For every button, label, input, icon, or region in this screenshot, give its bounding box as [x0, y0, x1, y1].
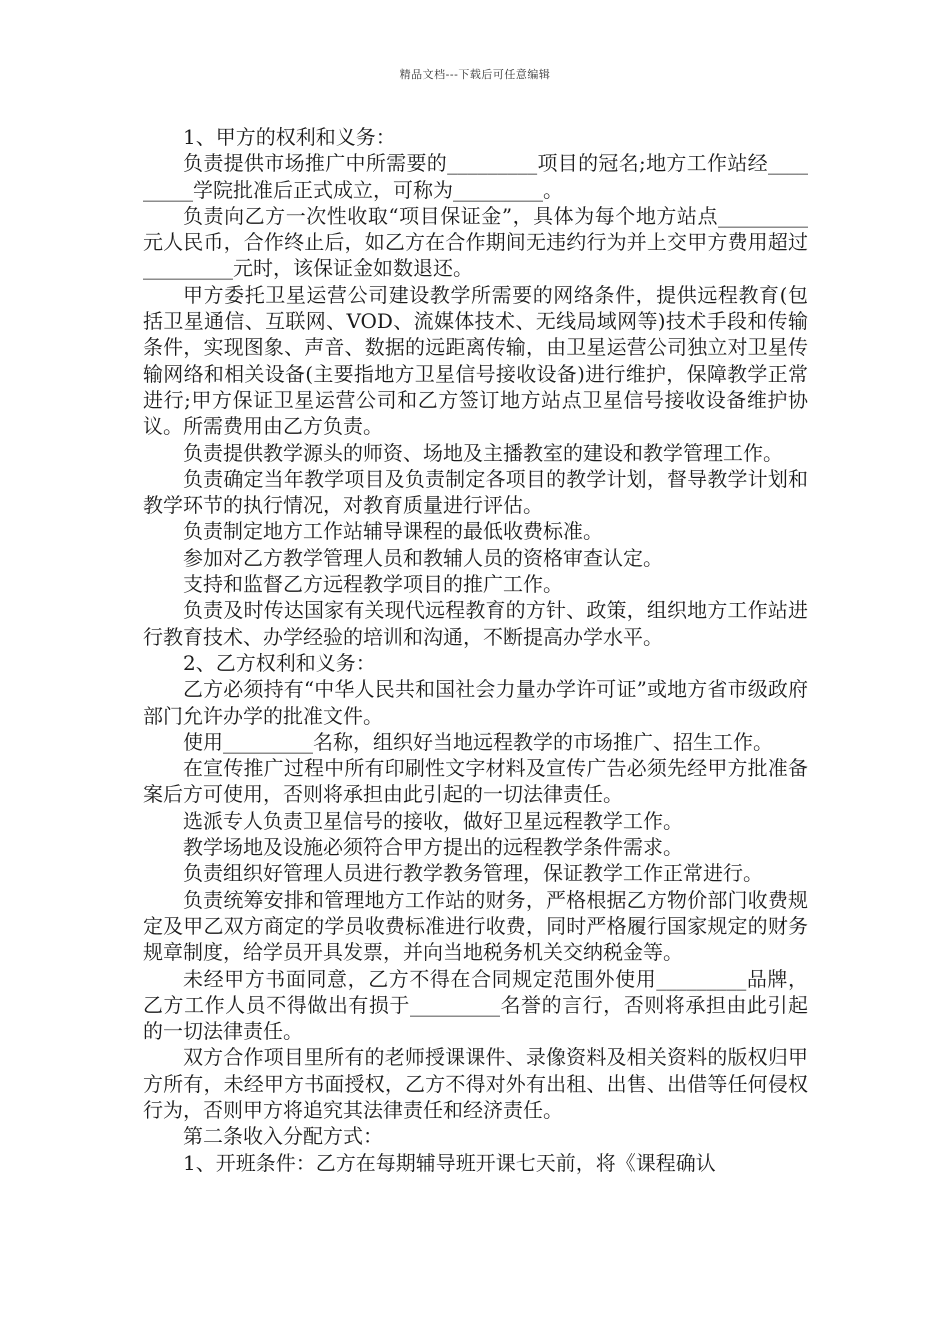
paragraph: 在宣传推广过程中所有印刷性文字材料及宣传广告必须先经甲方批准备案后方可使用，否则将承担由此引起的一切法律责任。 [143, 756, 808, 807]
paragraph: 负责向乙方一次性收取“项目保证金”，具体为每个地方站点_________元人民币，合作终止后，如乙方在合作期间无违约行为并上交甲方费用超过_________元时，该保证金如数退还。 [143, 203, 808, 281]
paragraph-party-b-title: 2、乙方权利和义务： [183, 650, 376, 675]
paragraph: 选派专人负责卫星信号的接收，做好卫星远程教学工作。 [183, 808, 683, 833]
paragraph: 使用_________名称，组织好当地远程教学的市场推广、招生工作。 [183, 729, 773, 754]
paragraph: 负责组织好管理人员进行教学教务管理，保证教学工作正常进行。 [183, 861, 763, 886]
paragraph: 1、开班条件：乙方在每期辅导班开课七天前，将《课程确认 [183, 1150, 716, 1175]
paragraph: 参加对乙方教学管理人员和教辅人员的资格审查认定。 [183, 545, 663, 570]
paragraph: 负责确定当年教学项目及负责制定各项目的教学计划，督导教学计划和教学环节的执行情况，对教育质量进行评估。 [143, 466, 808, 518]
paragraph: 负责统筹安排和管理地方工作站的财务，严格根据乙方物价部门收费规定及甲乙双方商定的学员收费标准进行收费，同时严格履行国家规定的财务规章制度，给学员开具发票，并向当地税务机关交纳税金等。 [143, 887, 808, 965]
paragraph: 教学场地及设施必须符合甲方提出的远程教学条件需求。 [183, 835, 683, 860]
paragraph: 负责提供市场推广中所需要的_________项目的冠名;地方工作站经_________学院批准后正式成立，可称为_________。 [143, 151, 808, 202]
page-header: 精品文档---下载后可任意编辑 [399, 68, 551, 81]
paragraph-party-a-title: 1、甲方的权利和义务： [183, 125, 396, 149]
paragraph: 甲方委托卫星运营公司建设教学所需要的网络条件，提供远程教育(包括卫星通信、互联网、VOD、流媒体技术、无线局域网等)技术手段和传输条件，实现图象、声音、数据的远距离传输，由卫星运营公司独立对卫星传输网络和相关设备(主要指地方卫星信号接收设备)进行维护，保障教学正常进行;甲方保证卫星运营公司和乙方签订地方站点卫星信号接收设备维护协议。所需费用由乙方负责。 [143, 282, 808, 439]
paragraph: 未经甲方书面同意，乙方不得在合同规定范围外使用_________品牌，乙方工作人员不得做出有损于_________名誉的言行，否则将承担由此引起的一切法律责任。 [143, 966, 808, 1044]
paragraph: 支持和监督乙方远程教学项目的推广工作。 [183, 572, 563, 597]
paragraph-section-title: 第二条收入分配方式： [183, 1124, 383, 1149]
paragraph: 乙方必须持有“中华人民共和国社会力量办学许可证”或地方省市级政府部门允许办学的批准文件。 [143, 677, 808, 728]
paragraph: 负责制定地方工作站辅导课程的最低收费标准。 [183, 519, 603, 544]
paragraph: 负责提供教学源头的师资、场地及主播教室的建设和教学管理工作。 [183, 440, 783, 465]
document-body [143, 124, 808, 1176]
paragraph: 双方合作项目里所有的老师授课课件、录像资料及相关资料的版权归甲方所有，未经甲方书面授权，乙方不得对外有出租、出售、出借等任何侵权行为，否则甲方将追究其法律责任和经济责任。 [143, 1045, 808, 1122]
paragraph: 负责及时传达国家有关现代远程教育的方针、政策，组织地方工作站进行教育技术、办学经验的培训和沟通，不断提高办学水平。 [143, 598, 808, 649]
